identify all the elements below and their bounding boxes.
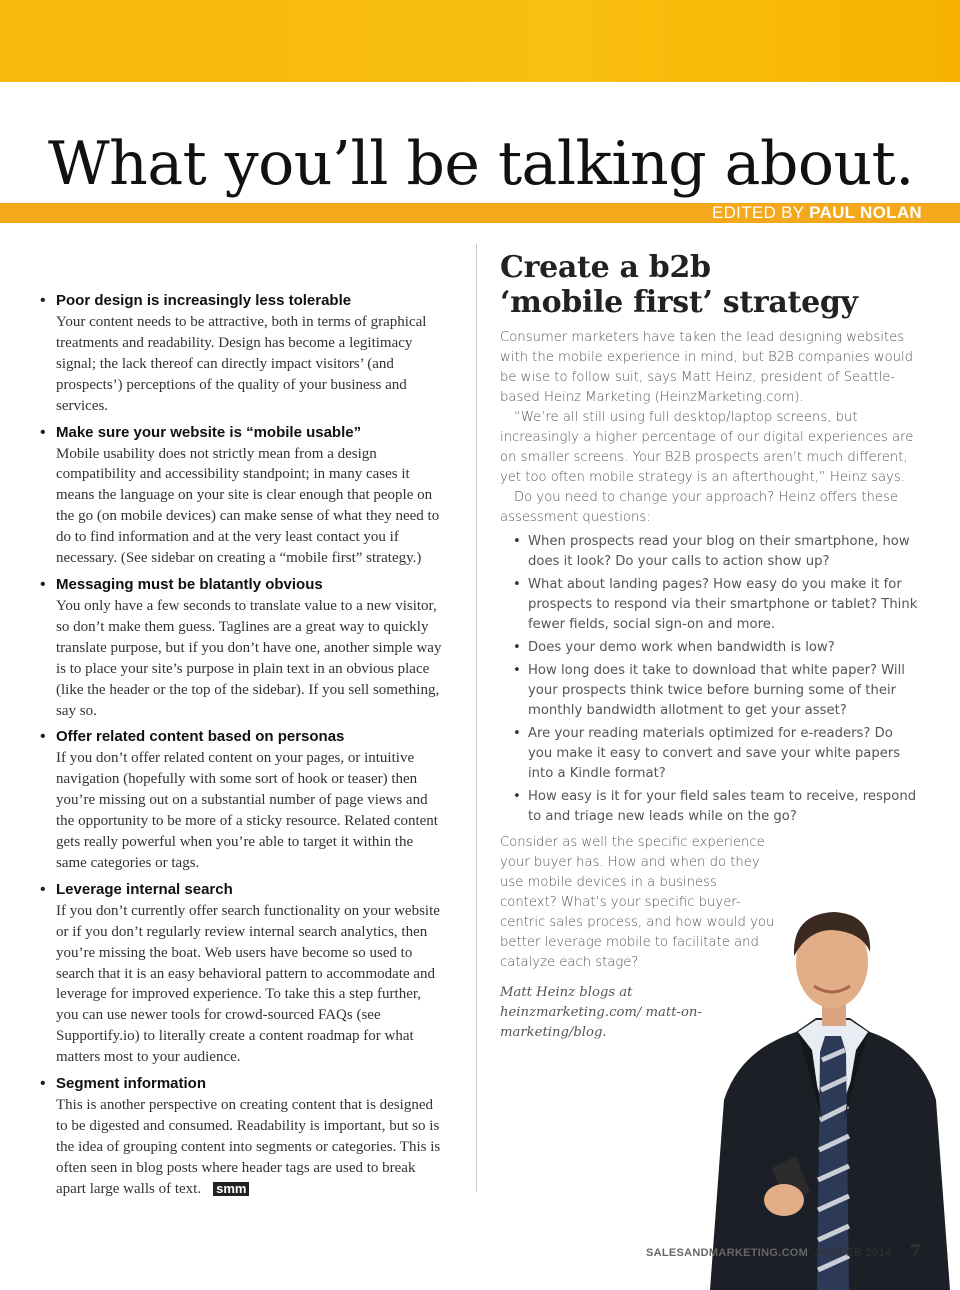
top-color-band bbox=[0, 0, 960, 82]
list-item bbox=[40, 290, 446, 417]
question-item: • Are your reading materials optimized for e-readers? Do you make it easy to convert and save your white papers into a Kindle format? bbox=[500, 724, 920, 784]
item-body: Mobile usability does not strictly mean from a design compatibility and accessibility standpoint; in many cases it means the language on your site is clear enough that people on the go (on mobile devices) can make sense of what they need to do to find information and at the very least contact you if necessary. (See sidebar on creating a “mobile first” strategy.) bbox=[56, 445, 440, 567]
footer-site: SALESANDMARKETING.COM bbox=[646, 1247, 809, 1259]
sidebar-closing: Consider as well the specific experience your buyer has. How and when do they use mobile devices in a business context? What’s your specific buyer-centric sales process, and how would you better leverage mobile to facilitate and catalyze each stage? bbox=[500, 835, 775, 970]
sidebar-quote: “We’re all still using full desktop/laptop screens, but increasingly a higher percentage of our digital experiences are on smaller screens. Your B2B prospects aren’t much different, yet too often mobile strategy is an afterthought,” Heinz says. bbox=[500, 410, 914, 485]
sidebar-title bbox=[500, 250, 920, 320]
footer-issue: JAN/FEB 2014 bbox=[814, 1247, 892, 1259]
assessment-questions bbox=[500, 532, 920, 827]
item-title: • Offer related content based on personas bbox=[56, 728, 345, 746]
editor-credit bbox=[712, 203, 922, 223]
page-footer bbox=[646, 1243, 926, 1263]
list-item bbox=[40, 574, 446, 721]
sidebar-intro: Consumer marketers have taken the lead designing websites with the mobile experience in mind, but B2B companies would be wise to follow suit, says Matt Heinz, president of Seattle-based Heinz Marketing (HeinzMarketing.com). bbox=[500, 330, 914, 405]
sidebar-lead-in: Do you need to change your approach? Heinz offers these assessment questions: bbox=[500, 490, 898, 525]
list-item bbox=[40, 726, 446, 873]
list-item bbox=[40, 1073, 446, 1200]
edited-by-label: EDITED BY bbox=[711, 203, 805, 222]
column-divider bbox=[476, 244, 477, 1192]
tips-list bbox=[40, 290, 446, 1200]
question-item: • Does your demo work when bandwidth is low? bbox=[500, 638, 920, 658]
main-article bbox=[40, 290, 446, 1205]
editor-band bbox=[0, 203, 960, 223]
item-body: If you don’t offer related content on your pages, or intuitive navigation (hopefully with some sort of hook or teaser) then you’re missing out on a substantial number of page views and the opportunity to be more of a sticky resource. Related content gets really powerful when you’re able to target it within the same categories or tags. bbox=[56, 750, 438, 871]
item-body bbox=[56, 1095, 446, 1200]
list-item bbox=[40, 422, 446, 569]
item-title: • Segment information bbox=[56, 1075, 207, 1093]
sidebar-title-line1: Create a b2b bbox=[500, 250, 711, 285]
item-body-text: This is another perspective on creating content that is designed to be digested and consumed. Readability is important, but so is the idea of grouping content into segments or categories. This is often seen in blog posts where header tags are used to break apart large walls of text. bbox=[56, 1097, 441, 1197]
page-number: 7 bbox=[910, 1241, 922, 1260]
page-headline: What you’ll be talking about. bbox=[48, 129, 914, 199]
list-item bbox=[40, 879, 446, 1068]
sidebar-signoff: Matt Heinz blogs at heinzmarketing.com/ matt-on-marketing/blog. bbox=[500, 985, 702, 1040]
item-body: If you don’t currently offer search functionality on your website or if you don’t regularly review internal search analytics, then you’re missing the boat. Web users have become so used to search that it is an easy behavioral pattern to accommodate and leverage for improved experience. To take this a step further, you can use newer tools for crowd-sourced FAQs (see Supportify.io) to literally create a content roadmap for what matters most to your audience. bbox=[56, 902, 440, 1066]
question-item: • How long does it take to download that white paper? Will your prospects think twice before burning some of their monthly bandwidth allotment to get your asset? bbox=[500, 661, 920, 721]
item-title: • Leverage internal search bbox=[56, 880, 233, 898]
item-title: • Make sure your website is “mobile usable” bbox=[56, 423, 362, 441]
end-mark-logo: smm bbox=[213, 1182, 249, 1196]
item-title: • Messaging must be blatantly obvious bbox=[56, 575, 323, 593]
sidebar-title-line2: ‘mobile first’ strategy bbox=[500, 285, 858, 320]
question-item: • How easy is it for your field sales team to receive, respond to and triage new leads while on the go? bbox=[500, 787, 920, 827]
businessman-photo bbox=[700, 900, 960, 1290]
item-body: Your content needs to be attractive, both in terms of graphical treatments and readability. Design has become a legitimacy signal; the lack thereof can directly impact visitors’ (and prospects’) perceptions of the quality of your business and services. bbox=[56, 314, 427, 414]
question-item: • What about landing pages? How easy do you make it for prospects to respond via their smartphone or tablet? Think fewer fields, social sign-on and more. bbox=[500, 575, 920, 635]
item-body: You only have a few seconds to translate value to a new visitor, so don’t make them guess. Taglines are a great way to quickly translate purpose, but if you don’t have one, another simple way is to place your site’s purpose in plain text in an obvious place (like the header or the top of the sidebar). If you sell something, say so. bbox=[56, 597, 442, 719]
question-item: • When prospects read your blog on their smartphone, how does it look? Do your calls to action show up? bbox=[500, 532, 920, 572]
item-title: • Poor design is increasingly less tolerable bbox=[56, 292, 352, 309]
editor-name: PAUL NOLAN bbox=[809, 203, 922, 222]
